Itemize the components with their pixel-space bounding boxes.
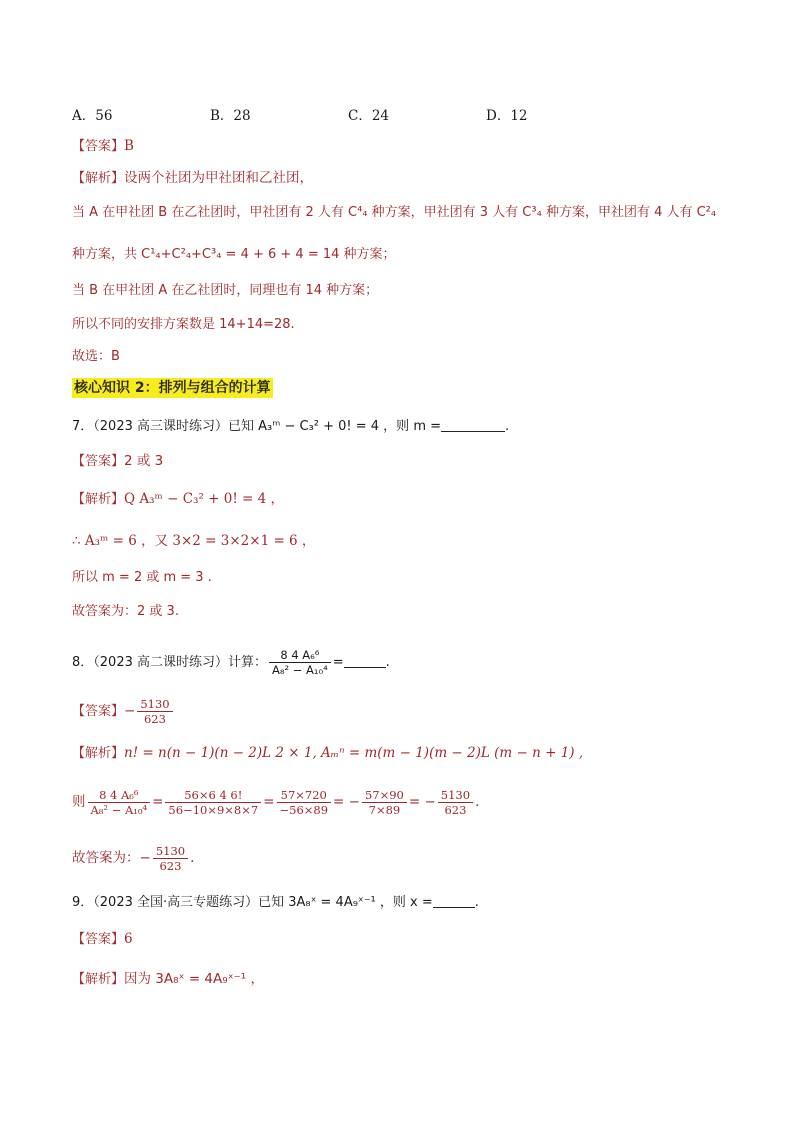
choice-b: B．28 [210,108,251,124]
fraction-numerator: 57×90 [364,788,404,802]
q8-stem-text: 8．（2023 高二课时练习）计算： [72,655,267,670]
fraction-4 [362,788,407,817]
fraction-numerator: 8 4 A₆⁶ [280,648,320,662]
q7-stem-end: . [505,419,510,434]
fraction-denominator: 623 [438,802,473,817]
fraction-numerator: 5130 [140,697,170,711]
fraction-3 [277,788,332,817]
q9-stem-text: 9．（2023 全国·高三专题练习）已知 3A₈ˣ = 4A₉ˣ⁻¹ ，则 x = [72,895,433,910]
q6-conclusion: 故选：B [72,349,120,364]
answer-tag: 【答案】 [72,704,125,719]
fraction-numerator: 5130 [440,788,471,802]
answer-blank [344,653,386,668]
analysis-tag: 【解析】 [72,492,125,507]
answer-fraction [137,697,172,726]
fraction-denominator: 7×89 [362,802,407,817]
q9-analysis [72,970,264,989]
choice-a: A．56 [72,108,113,124]
q6-line3: 种方案，共 C¹₄+C²₄+C³₄ = 4 + 6 + 4 = 14 种方案； [72,247,396,262]
fraction-numerator: 8 4 A₆⁶ [99,788,139,802]
q8-analysis [72,744,583,763]
analysis-text: n! = n(n − 1)(n − 2)L 2 × 1, Aₘⁿ = m(m − 1)(m − 2)L (m − n + 1) , [124,745,584,761]
analysis-tag: 【解析】 [72,171,125,186]
q6-line2: 当 A 在甲社团 B 在乙社团时，甲社团有 2 人有 C⁴₄ 种方案，甲社团有 3 人有 C³₄ 种方案，甲社团有 4 人有 C²₄ [72,205,717,220]
q7-conclusion [72,603,179,621]
q7-analysis [72,490,284,509]
fraction-denominator: 623 [137,711,172,726]
q7-stem-text: 7．（2023 高三课时练习）已知 A₃ᵐ − C₃² + 0! = 4 ，则 m = [72,419,442,434]
q8-conclusion: 故答案为：− $\frac{5130}{623}$ . [72,844,195,873]
fraction-numerator: 57×720 [280,788,327,802]
q9-answer [72,930,133,949]
q9-stem-end: . [474,895,479,910]
answer-sign: − [124,703,136,719]
answer-tag: 【答案】 [72,454,125,469]
analysis-text: 因为 3A₈ˣ = 4A₉ˣ⁻¹ ， [124,971,264,987]
fraction-numerator: 56×6 4 6! [184,788,243,802]
q7-stem [72,417,509,436]
analysis-tag: 【解析】 [72,746,125,761]
q6-analysis [72,169,313,188]
q9-stem [72,893,479,912]
analysis-tag: 【解析】 [72,972,125,987]
fraction-1 [88,788,151,817]
q6-line5: 所以不同的安排方案数是 14+14=28. [72,317,295,332]
conclusion-label: 故答案为： [72,850,140,866]
answer-blank [433,893,475,908]
answer-value: B [124,138,134,154]
fraction-denominator: 623 [153,858,188,873]
conclusion-label: 故答案为： [72,604,138,619]
conclusion-value: 2 或 3. [137,604,179,619]
q8-line2: 则 $\frac{\text{8 4 A₆⁶}}{\text{A₈² − A₁₀⁴}}$ = $\frac{56\times 6 4 6!}{56-10\times 9\times 8\times 7}$ = $\frac{57\times 720}{-56\times 89}$ = − $\frac{57\times 90}{7\times 89}$ = − $\frac{5130}{623}$ . [72,788,480,817]
answer-value: 2 或 3 [124,453,164,469]
q8-stem-fraction [269,648,331,677]
analysis-text: Q A₃ᵐ − C₃² + 0! = 4 ， [124,491,285,507]
answer-tag: 【答案】 [72,932,125,947]
fraction-5 [438,788,473,817]
fraction-2 [165,788,261,817]
fraction-denominator: −56×89 [277,802,332,817]
choice-d: D．12 [486,108,528,124]
conclusion-fraction [153,844,188,873]
fraction-denominator: A₈² − A₁₀⁴ [88,802,151,817]
q7-line3: 所以 m = 2 或 m = 3 . [72,570,212,585]
analysis-text: 设两个社团为甲社团和乙社团， [124,170,314,186]
q6-line4: 当 B 在甲社团 A 在乙社团时，同理也有 14 种方案； [72,283,379,298]
q8-stem-end: . [385,655,390,670]
q7-answer [72,452,163,471]
fraction-numerator: 5130 [155,844,186,858]
q7-line2: ∴ A₃ᵐ = 6 ，又 3×2 = 3×2×1 = 6 ， [72,533,316,549]
answer-tag: 【答案】 [72,139,125,154]
answer-value: 6 [124,931,133,947]
q8-stem [72,648,390,678]
fraction-denominator: 56−10×9×8×7 [165,802,261,817]
q6-answer [72,137,134,156]
line-prefix: 则 [72,794,86,810]
q8-answer [72,695,175,728]
section-heading: 核心知识 2：排列与组合的计算 [74,380,271,396]
fraction-denominator: A₈² − A₁₀⁴ [269,662,331,677]
choice-c: C．24 [348,108,390,124]
equals-sign: = [332,655,344,670]
answer-blank [441,417,505,432]
